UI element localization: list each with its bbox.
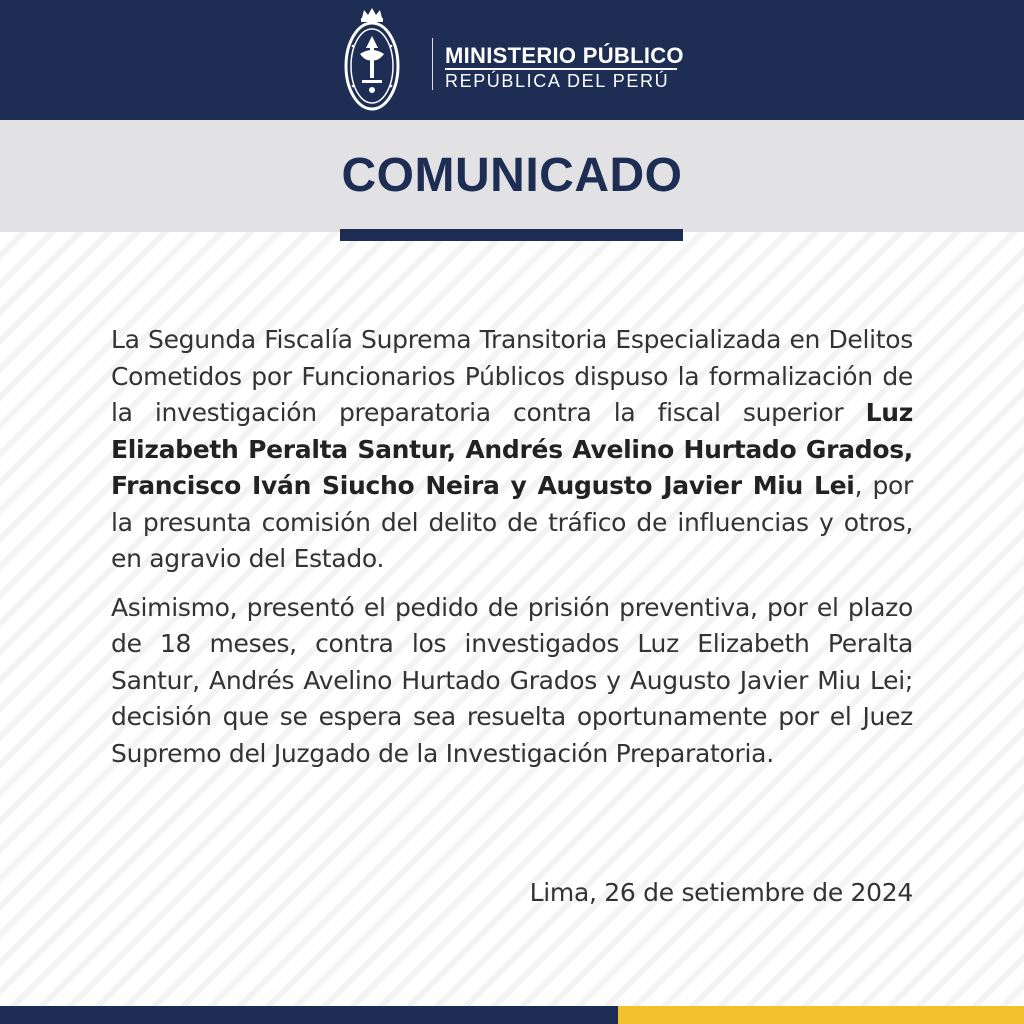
org-subtitle: REPÚBLICA DEL PERÚ: [445, 71, 670, 91]
header-divider: [432, 38, 433, 90]
header-bar: [0, 0, 1024, 120]
communique-body: [111, 322, 913, 784]
footer-bar-gold: [618, 1006, 1024, 1024]
date-line: Lima, 26 de setiembre de 2024: [529, 878, 913, 907]
title-underline-bar: [340, 229, 683, 241]
footer-bar-navy: [0, 1006, 618, 1024]
paragraph-1-names: Luz Elizabeth Peralta Santur, Andrés Avelino Hurtado Grados, Francisco Iván Siucho Neira y Augusto Javier Miu Lei: [111, 398, 913, 500]
paragraph-1-outro: , por la presunta comisión del delito de tráfico de influencias y otros, en agravio del Estado.: [111, 471, 914, 573]
paragraph-2: Asimismo, presentó el pedido de prisión preventiva, por el plazo de 18 meses, contra los investigados Luz Elizabeth Peralta Santur, Andrés Avelino Hurtado Grados y Augusto Javier Miu Lei; decisión que se espera sea resuelta oportunamente por el Juez Supremo del Juzgado de la Investigación Preparatoria.: [111, 592, 913, 768]
page-title: COMUNICADO: [341, 149, 683, 202]
org-underline: [445, 68, 677, 70]
paragraph-1: [111, 322, 913, 578]
org-name: MINISTERIO PÚBLICO: [445, 43, 684, 68]
paragraph-1-intro: La Segunda Fiscalía Suprema Transitoria Especializada en Delitos Cometidos por Funcionarios Públicos dispuso la formalización de la investigación preparatoria contra la fiscal superior: [111, 325, 913, 427]
ministerio-publico-seal-icon: [344, 6, 400, 114]
